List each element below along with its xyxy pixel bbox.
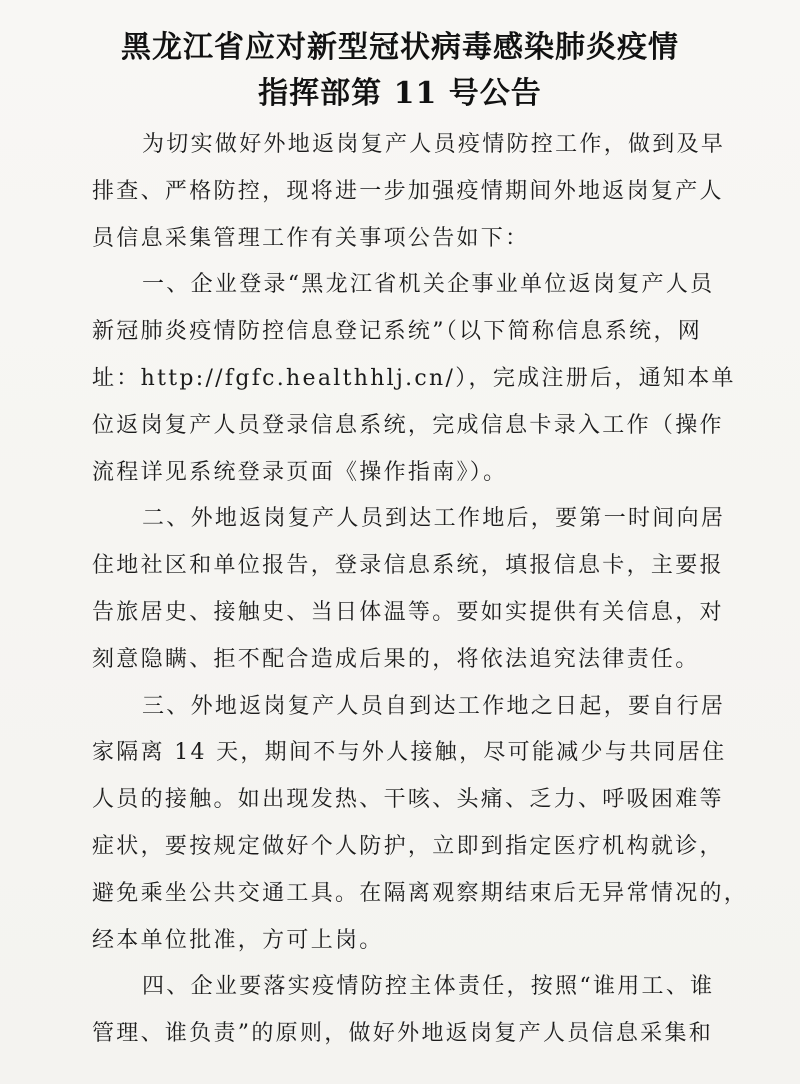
paragraph-5-line-1: 四、企业要落实疫情防控主体责任，按照“谁用工、谁 [142,974,715,1000]
paragraph-4-line-3: 人员的接触。如出现发热、干咳、头痛、乏力、呼吸困难等 [92,787,724,813]
paragraph-1-line-3: 员信息采集管理工作有关事项公告如下： [92,225,530,251]
paragraph-1-line-1: 为切实做好外地返岗复产人员疫情防控工作，做到及早 [142,132,726,157]
paragraph-3-line-1: 二、外地返岗复产人员到达工作地后，要第一时间向居 [142,506,726,532]
paragraph-4-line-1: 三、外地返岗复产人员自到达工作地之日起，要自行居 [142,693,726,719]
paragraph-2-line-1: 一、企业登录“黑龙江省机关企事业单位返岗复产人员 [142,272,715,298]
paragraph-2-line-3: 址：http://fgfc.healthhlj.cn/），完成注册后，通知本单 [92,365,736,391]
paragraph-3-line-3: 告旅居史、接触史、当日体温等。要如实提供有关信息，对 [92,599,724,625]
paragraph-5-line-2: 管理、谁负责”的原则，做好外地返岗复产人员信息采集和 [92,1021,714,1047]
document-title-line-2: 指挥部第 11 号公告 [258,76,542,111]
paragraph-4-line-5: 避免乘坐公共交通工具。在隔离观察期结束后无异常情况的， [92,880,749,906]
paragraph-1-line-2: 排查、严格防控，现将进一步加强疫情期间外地返岗复产人 [92,178,724,204]
paragraph-2-line-2: 新冠肺炎疫情防控信息登记系统”（以下简称信息系统，网 [92,319,703,345]
paragraph-2-line-5: 流程详见系统登录页面《操作指南》）。 [92,459,508,485]
paragraph-3-line-4: 刻意隐瞒、拒不配合造成后果的，将依法追究法律责任。 [92,646,700,672]
document-title-line-1: 黑龙江省应对新型冠状病毒感染肺炎疫情 [121,30,679,65]
paragraph-3-line-2: 住地社区和单位报告，登录信息系统，填报信息卡，主要报 [92,553,724,579]
paragraph-4-line-2: 家隔离 14 天，期间不与外人接触，尽可能减少与共同居住 [92,740,727,766]
paragraph-2-line-4: 位返岗复产人员登录信息系统，完成信息卡录入工作（操作 [92,412,724,438]
document-body [92,122,749,1058]
paragraph-4-line-4: 症状，要按规定做好个人防护，立即到指定医疗机构就诊， [92,833,724,859]
paragraph-4-line-6: 经本单位批准，方可上岗。 [92,927,384,953]
